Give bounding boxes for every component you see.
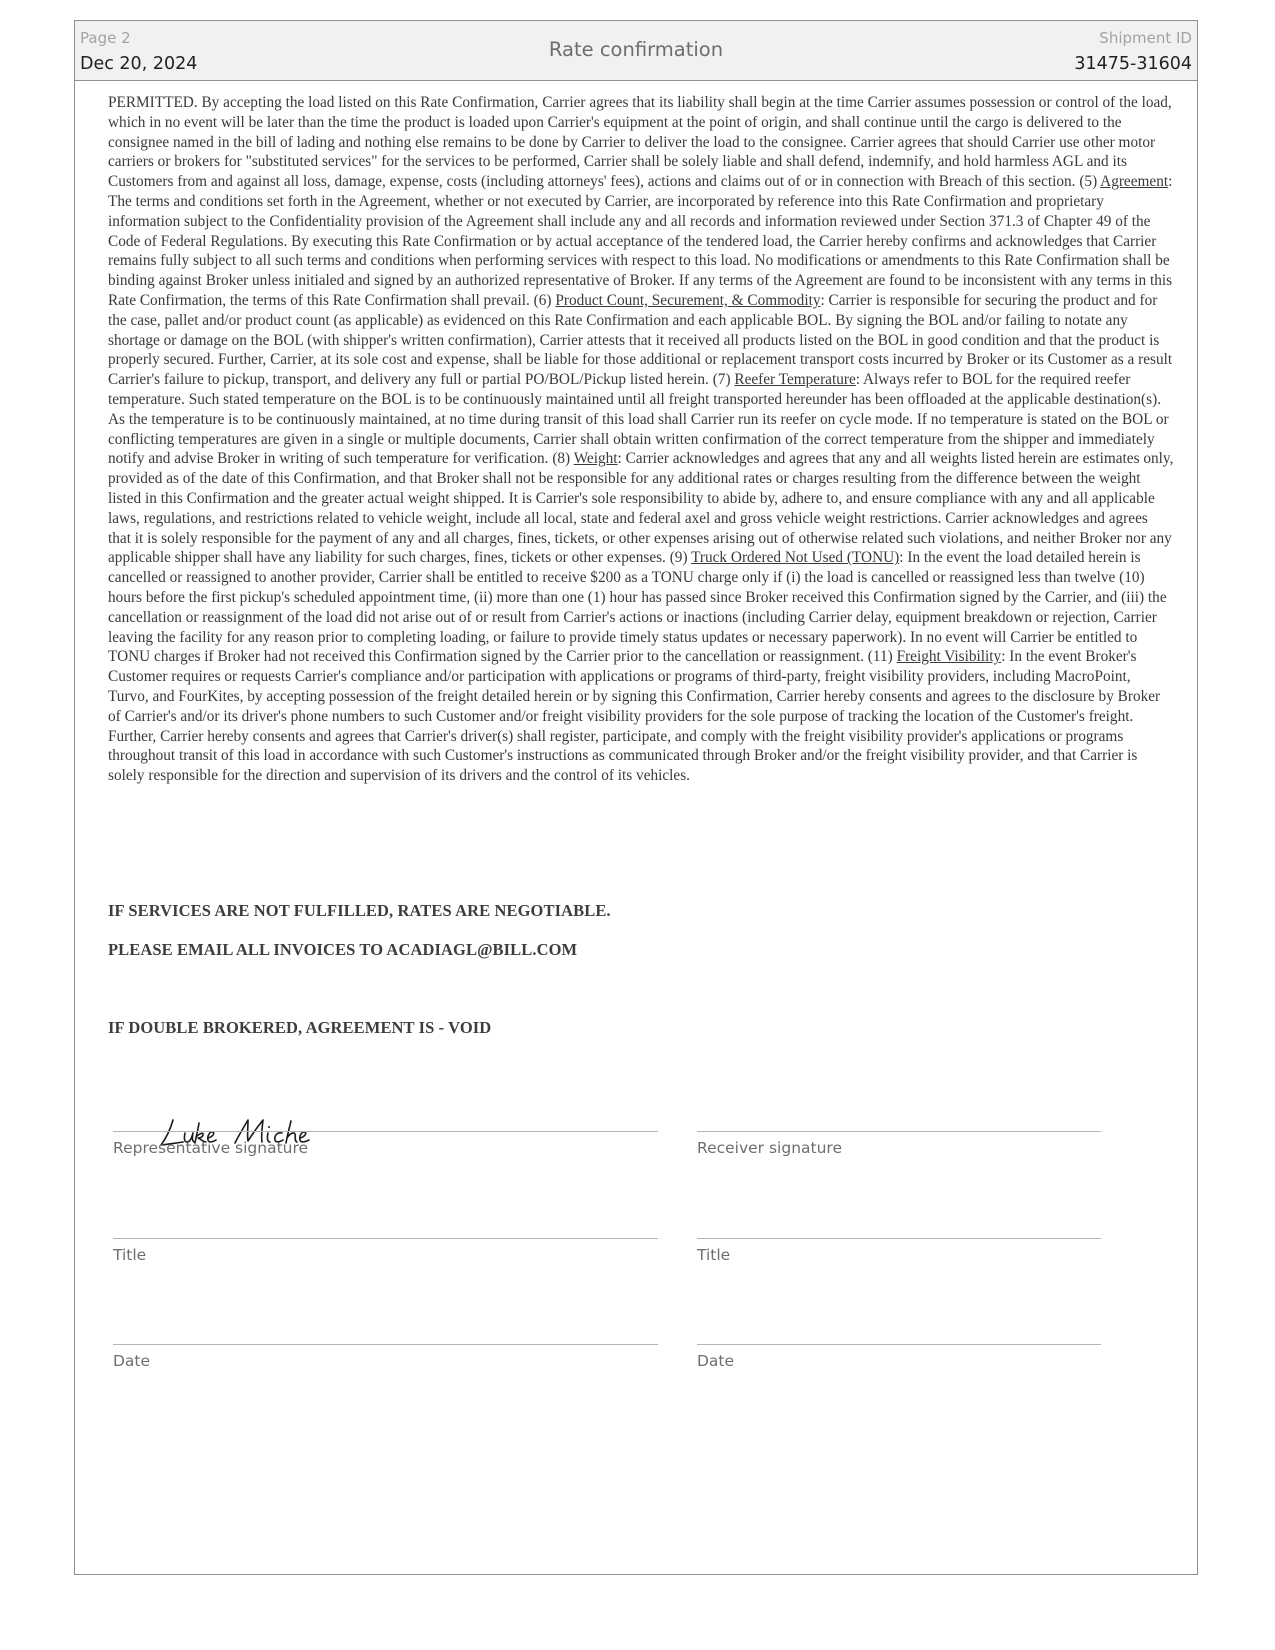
terms-text-6: : Carrier is responsible for securing the product and for the case, pallet and/or product count (as applicable) as evidenced on this Rate Confirmation and each applicable BOL. By signing the BOL and/or failing to notate any shortage or damage on the BOL (with shipper's written confirmation), Carrier attests that it received all products listed on the BOL in good condition and that the product is properly secured. Further, Carrier, at its sole cost and expense, shall be liable for those additional or replacement transport costs incurred by Broker or its Customer as a result Carrier's failure to pickup, transport, and delivery any full or partial PO/BOL/Pickup listed herein. (7): [108, 291, 1173, 389]
representative-title-line[interactable]: [113, 1238, 658, 1239]
page-header: [75, 21, 1197, 81]
page-title: Rate confirmation: [548, 38, 724, 61]
terms-text-7: : Always refer to BOL for the required reefer temperature. Such stated temperature on the BOL is to be continuously maintained until all freight transported hereunder has been offloaded at the applicable destination(s). As the temperature is to be continuously maintained, at no time during transit of this load shall Carrier run its reefer on cycle mode. If no temperature is stated on the BOL or conflicting temperatures are given in a single or multiple documents, Carrier shall obtain written confirmation of the correct temperature from the shipper and immediately notify and advise Broker in writing of such temperature for verification. (8): [108, 371, 1169, 468]
terms-text-5: : The terms and conditions set forth in the Agreement, whether or not executed by Carrier, are incorporated by reference into this Rate Confirmation and proprietary information subject to the Confidentiality provision of the Agreement shall include any and all records and information reviewed under Section 371.3 of Chapter 49 of the Code of Federal Regulations. By executing this Rate Confirmation or by actual acceptance of the tendered load, the Carrier hereby confirms and acknowledges that Carrier remains fully subject to all such terms and conditions when performing services with respect to this load. No modifications or amendments to this Rate Confirmation shall be binding against Broker unless initialed and signed by an authorized representative of Broker. If any terms of the Agreement are found to be inconsistent with any terms in this Rate Confirmation, the terms of this Rate Confirmation shall prevail. (6): [108, 173, 1173, 309]
representative-signature-label: Representative signature: [113, 1139, 309, 1157]
receiver-title-line[interactable]: [697, 1238, 1101, 1239]
representative-date-label: Date: [113, 1352, 151, 1370]
terms-text-11: : In the event Broker's Customer requires or requests Carrier's compliance and/or participation with applications or programs of third-party, freight visibility providers, including MacroPoint, Turvo, and FourKites, by accepting possession of the freight detailed herein or by signing this Confirmation, Carrier hereby consents and agrees to the disclosure by Broker of Carrier's and/or its driver's phone numbers to such Customer and/or freight visibility providers for the sole purpose of tracking the location of the Customer's freight. Further, Carrier hereby consents and agrees that Carrier's driver(s) shall register, participate, and comply with the freight visibility provider's applications or programs throughout transit of this load in accordance with such Customer's instructions as communicated through Broker and/or the freight visibility provider, and that Carrier is solely responsible for the direction and supervision of its drivers and the control of its vehicles.: [108, 648, 1161, 785]
receiver-date-line[interactable]: [697, 1344, 1101, 1345]
document-frame: [74, 20, 1198, 1575]
representative-date-line[interactable]: [113, 1344, 658, 1345]
terms-paragraph: [108, 93, 1174, 786]
heading-product-count: Product Count, Securement, & Commodity: [555, 291, 821, 309]
heading-weight: Weight: [573, 450, 618, 468]
receiver-title-label: Title: [697, 1246, 731, 1264]
representative-signature-line[interactable]: [113, 1131, 658, 1132]
receiver-signature-line[interactable]: [697, 1131, 1101, 1132]
notice-email-invoices: PLEASE EMAIL ALL INVOICES TO ACADIAGL@BILL.COM: [108, 940, 578, 959]
header-right: [1074, 29, 1192, 75]
page-number: Page 2: [80, 29, 131, 47]
heading-reefer-temperature: Reefer Temperature: [734, 371, 856, 389]
document-date: Dec 20, 2024: [80, 54, 198, 74]
shipment-id-label: Shipment ID: [1099, 29, 1192, 47]
representative-title-label: Title: [113, 1246, 147, 1264]
terms-text-8: : Carrier acknowledges and agrees that any and all weights listed herein are estimates only, provided as of the date of this Confirmation, and that Broker shall not be responsible for any additional rates or charges resulting from the difference between the weight listed in this Confirmation and the greater actual weight shipped. It is Carrier's sole responsibility to abide by, adhere to, and ensure compliance with any and all applicable laws, regulations, and restrictions related to vehicle weight, include all local, state and federal axel and gross vehicle weight restrictions. Carrier acknowledges and agrees that it is solely responsible for the payment of any and all charges, fines, tickets, or other expenses arising out of otherwise related such violations, and neither Broker nor any applicable shipper shall have any liability for such charges, fines, tickets or other expenses. (9): [108, 450, 1174, 567]
terms-text-4: PERMITTED. By accepting the load listed on this Rate Confirmation, Carrier agrees that its liability shall begin at the time Carrier assumes possession or control of the load, which in no event will be later than the time the product is loaded upon Carrier's equipment at the point of origin, and shall continue until the cargo is delivered to the consignee named in the bill of lading and nothing else remains to be done by Carrier to deliver the load to the consignee. Carrier agrees that should Carrier use other motor carriers or brokers for "substituted services" for the services to be performed, Carrier shall be solely liable and shall defend, indemnify, and hold harmless AGL and its Customers from and against all loss, damage, expense, costs (including attorneys' fees), actions and claims out of or in connection with Breach of this section. (5): [108, 94, 1172, 191]
receiver-signature-label: Receiver signature: [697, 1139, 842, 1157]
heading-freight-visibility: Freight Visibility: [896, 648, 1002, 666]
notice-rates-negotiable: IF SERVICES ARE NOT FULFILLED, RATES ARE NEGOTIABLE.: [108, 901, 611, 920]
heading-agreement: Agreement: [1100, 173, 1169, 191]
shipment-id: 31475-31604: [1074, 54, 1192, 74]
notice-double-brokered: IF DOUBLE BROKERED, AGREEMENT IS - VOID: [108, 1018, 492, 1037]
receiver-date-label: Date: [697, 1352, 735, 1370]
heading-tonu: Truck Ordered Not Used (TONU): [691, 549, 900, 567]
terms-text-9: : In the event the load detailed herein is cancelled or reassigned to another provider, Carrier shall be entitled to receive $200 as a TONU charge only if (i) the load is cancelled or reassigned less than twelve (10) hours before the first pickup's scheduled appointment time, (ii) more than one (1) hour has passed since Broker received this Confirmation signed by the Carrier, and (iii) the cancellation or reassignment of the load did not arise out of or result from Carrier's actions or inactions (including Carrier delay, equipment breakdown or rejection, Carrier leaving the facility for any reason prior to completing loading, or failure to provide timely status updates or necessary paperwork). In no event will Carrier be entitled to TONU charges if Broker had not received this Confirmation signed by the Carrier prior to the cancellation or reassignment. (11): [108, 549, 1167, 666]
